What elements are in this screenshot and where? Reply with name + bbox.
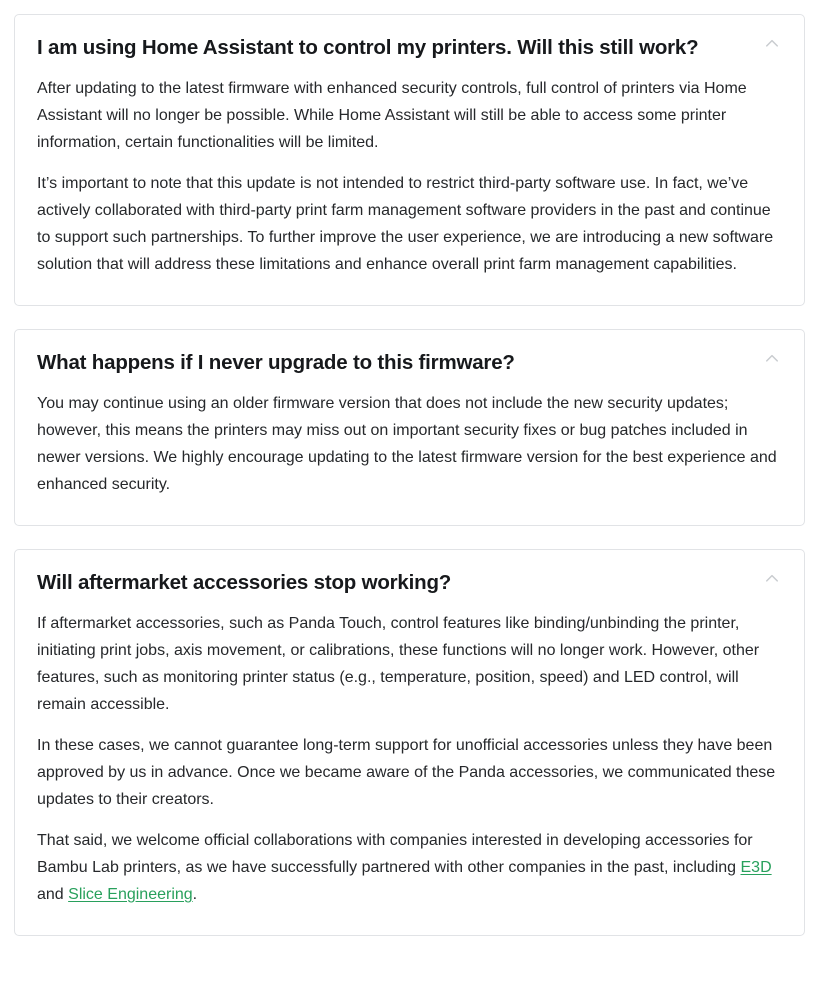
faq-answer [37, 610, 780, 908]
chevron-up-icon [763, 35, 781, 56]
faq-question-toggle[interactable] [37, 349, 780, 377]
answer-paragraph: After updating to the latest firmware with enhanced security controls, full control of printers via Home Assistant will no longer be possible. While Home Assistant will still be able to access some printer information, certain functionalities will be limited. [37, 80, 747, 151]
answer-paragraph: You may continue using an older firmware version that does not include the new security updates; however, this means the printers may miss out on important security fixes or bug patches included in newer versions. We highly encourage updating to the latest firmware version for the best experience and enhanced security. [37, 395, 777, 493]
faq-question: Will aftermarket accessories stop working? [37, 571, 452, 594]
faq-card-aftermarket-accessories [14, 549, 805, 936]
collapse-button[interactable] [762, 350, 782, 370]
collapse-button[interactable] [762, 35, 782, 55]
faq-question: What happens if I never upgrade to this firmware? [37, 351, 515, 374]
link-paragraph-prefix: That said, we welcome official collaborations with companies interested in developing accessories for Bambu Lab printers, as we have successfully partnered with other companies in the past, including [37, 832, 753, 876]
answer-paragraph-with-links [37, 827, 780, 908]
answer-paragraph: If aftermarket accessories, such as Panda Touch, control features like binding/unbinding the printer, initiating print jobs, axis movement, or calibrations, these functions will no longer work. However, other features, such as monitoring printer status (e.g., temperature, position, speed) and LED control, will remain accessible. [37, 615, 760, 713]
answer-paragraph: It’s important to note that this update is not intended to restrict third-party software use. In fact, we’ve actively collaborated with third-party print farm management software providers in the past and continue to support such partnerships. To further improve the user experience, we are introducing a new software solution that will address these limitations and enhance overall print farm management capabilities. [37, 175, 774, 273]
e3d-link[interactable]: E3D [740, 859, 772, 876]
faq-question: I am using Home Assistant to control my printers. Will this still work? [37, 36, 699, 59]
chevron-up-icon [763, 570, 781, 591]
chevron-up-icon [763, 350, 781, 371]
faq-answer [37, 75, 780, 278]
link-paragraph-middle: and [37, 886, 69, 903]
faq-question-toggle[interactable] [37, 569, 780, 597]
link-paragraph-suffix: . [192, 886, 198, 903]
answer-paragraph: In these cases, we cannot guarantee long-term support for unofficial accessories unless they have been approved by us in advance. Once we became aware of the Panda accessories, we communicated these updates to their creators. [37, 737, 776, 808]
faq-card-home-assistant [14, 14, 805, 306]
faq-question-toggle[interactable] [37, 34, 780, 62]
faq-card-never-upgrade [14, 329, 805, 526]
faq-answer [37, 390, 780, 498]
collapse-button[interactable] [762, 570, 782, 590]
slice-engineering-link[interactable]: Slice Engineering [68, 886, 193, 903]
